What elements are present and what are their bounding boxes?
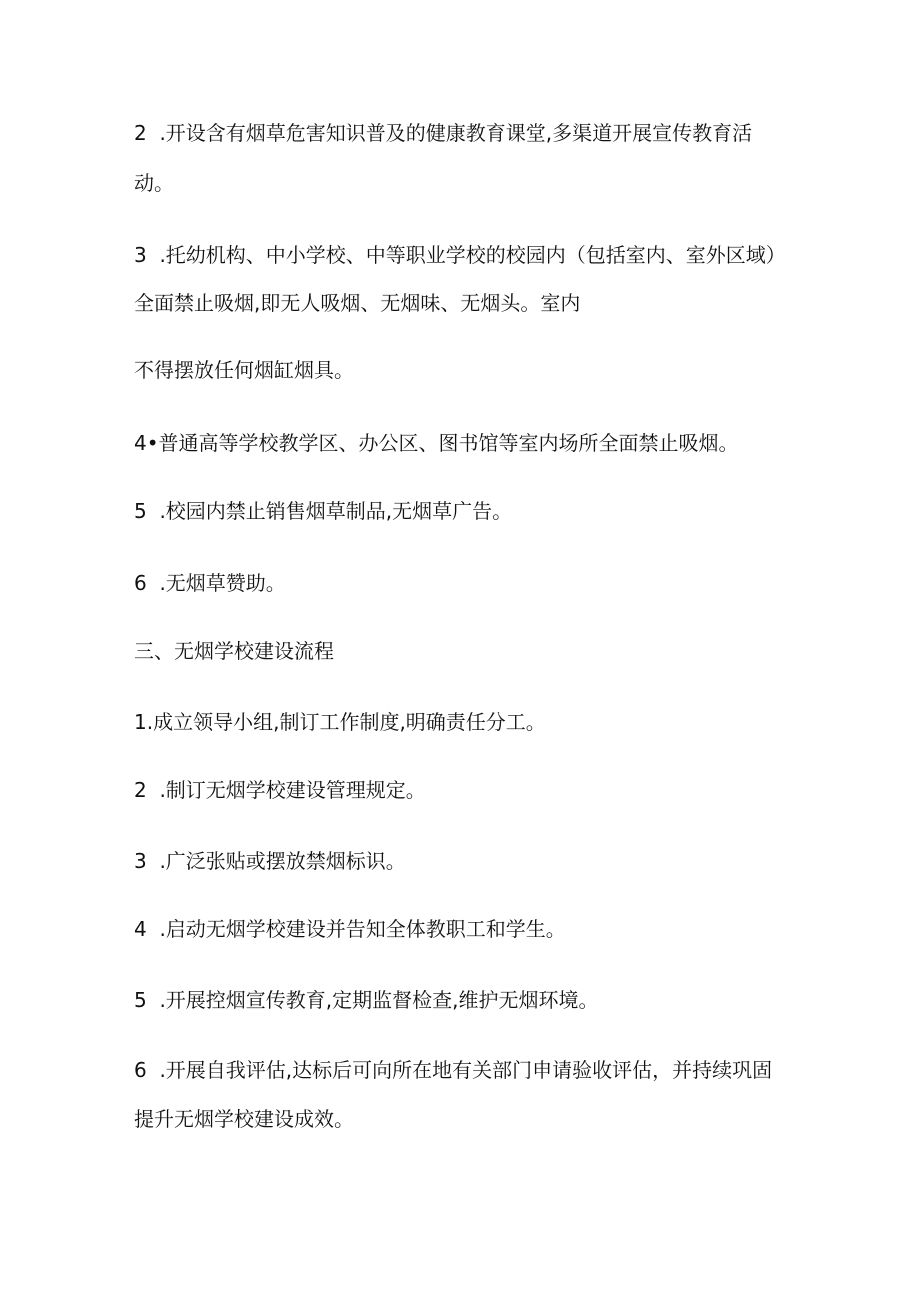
process-step-6-line-1: 6 .开展自我评估,达标后可向所在地有关部门申请验收评估，并持续巩固: [134, 1058, 773, 1082]
section-heading: 三、无烟学校建设流程: [134, 639, 334, 663]
process-step-6-line-2: 提升无烟学校建设成效。: [134, 1107, 354, 1131]
item-5-line: 5 .校园内禁止销售烟草制品,无烟草广告。: [134, 499, 513, 523]
item-2-line-2: 动。: [134, 171, 174, 195]
process-step-5: 5 .开展控烟宣传教育,定期监督检查,维护无烟环境。: [134, 988, 599, 1012]
process-step-4: 4 .启动无烟学校建设并告知全体教职工和学生。: [134, 917, 566, 941]
item-3-line-1: 3 .托幼机构、中小学校、中等职业学校的校园内（包括室内、室外区域）: [134, 243, 786, 267]
item-2-line-1: 2 .开设含有烟草危害知识普及的健康教育课堂,多渠道开展宣传教育活: [134, 121, 753, 145]
item-3-line-3: 不得摆放任何烟缸烟具。: [134, 358, 354, 382]
item-4-line: 4•普通高等学校教学区、办公区、图书馆等室内场所全面禁止吸烟。: [134, 431, 739, 455]
item-3-line-2: 全面禁止吸烟,即无人吸烟、无烟味、无烟头。室内: [134, 291, 581, 315]
process-step-3: 3 .广泛张贴或摆放禁烟标识。: [134, 849, 406, 873]
process-step-2: 2 .制订无烟学校建设管理规定。: [134, 778, 426, 802]
item-6-line: 6 .无烟草赞助。: [134, 571, 286, 595]
process-step-1: 1.成立领导小组,制订工作制度,明确责任分工。: [134, 710, 546, 734]
